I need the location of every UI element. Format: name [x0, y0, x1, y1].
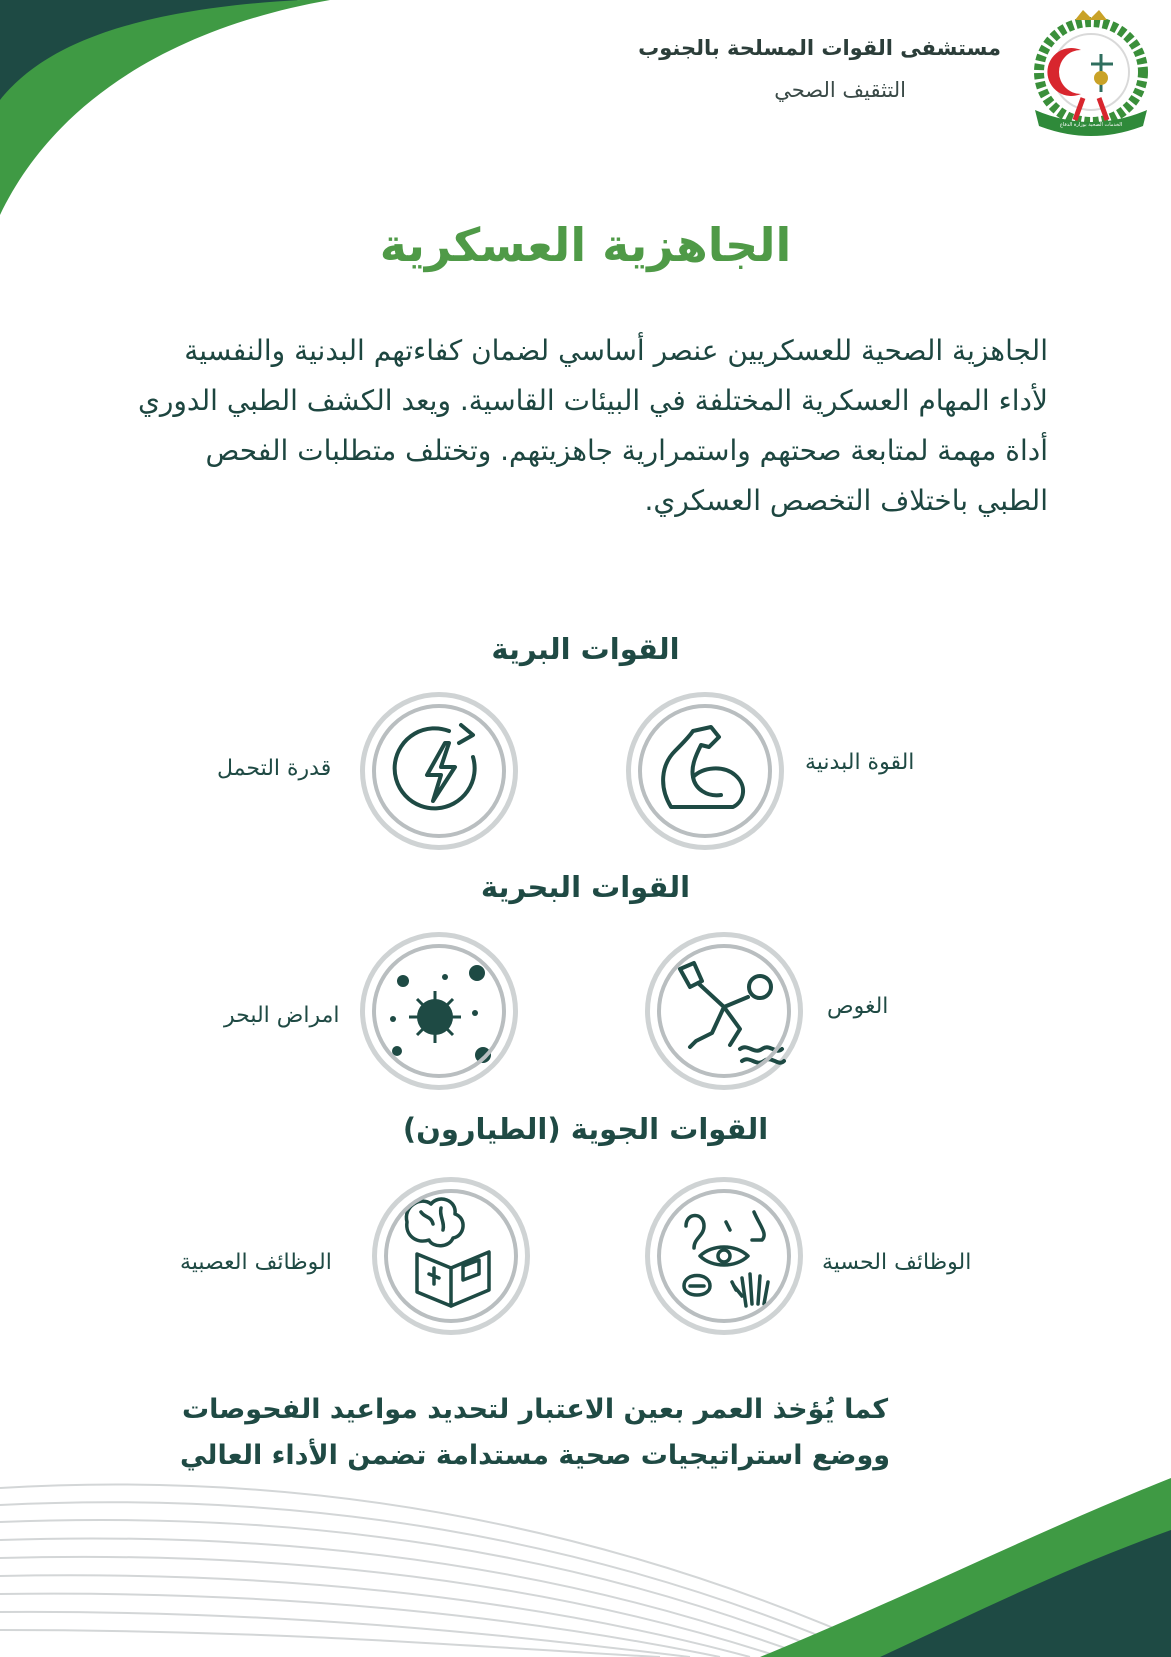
closing-statement — [160, 1387, 910, 1479]
diver-icon — [650, 937, 798, 1085]
muscle-icon-circle — [626, 692, 784, 850]
brain-book-icon — [377, 1182, 525, 1330]
virus-icon-circle — [360, 932, 518, 1090]
svg-text:الخدمات الصحية بوزارة الدفاع: الخدمات الصحية بوزارة الدفاع — [1059, 122, 1123, 128]
energy-icon-circle — [360, 692, 518, 850]
muscle-icon — [631, 697, 779, 845]
virus-icon — [365, 937, 513, 1085]
label-sea-sickness: امراض البحر — [224, 1003, 340, 1028]
senses-icon — [650, 1182, 798, 1330]
organization-name: مستشفى القوات المسلحة بالجنوب — [638, 36, 1001, 60]
label-endurance: قدرة التحمل — [217, 756, 332, 781]
intro-paragraph: الجاهزية الصحية للعسكريين عنصر أساسي لضمان كفاءتهم البدنية والنفسية لأداء المهام العسكرية المختلفة في البيئات القاسية. ويعد الكشف الطبي الدوري أداة مهمة لمتابعة صحتهم واستمرارية جاهزيتهم. وتختلف متطلبات الفحص الطبي باختلاف التخصص العسكري. — [137, 334, 1048, 517]
energy-cycle-icon — [365, 697, 513, 845]
diver-icon-circle — [645, 932, 803, 1090]
section-title-land-forces: القوات البرية — [491, 632, 680, 666]
label-sensory-functions: الوظائف الحسية — [822, 1250, 972, 1275]
section-title-naval-forces: القوات البحرية — [480, 870, 691, 904]
department-name: التثقيف الصحي — [774, 78, 906, 102]
label-neural-functions: الوظائف العصبية — [180, 1250, 332, 1275]
ministry-emblem-icon — [1023, 2, 1159, 138]
closing-line-1: كما يُؤخذ العمر بعين الاعتبار لتحديد مواعيد الفحوصات — [181, 1394, 889, 1425]
section-title-air-forces: القوات الجوية (الطيارون) — [402, 1112, 769, 1146]
senses-icon-circle — [645, 1177, 803, 1335]
brain-book-icon-circle — [372, 1177, 530, 1335]
label-diving: الغوص — [827, 994, 889, 1019]
page-title: الجاهزية العسكرية — [379, 218, 792, 272]
closing-line-2: ووضع استراتيجيات صحية مستدامة تضمن الأداء العالي — [179, 1440, 891, 1471]
label-physical-strength: القوة البدنية — [805, 750, 915, 775]
